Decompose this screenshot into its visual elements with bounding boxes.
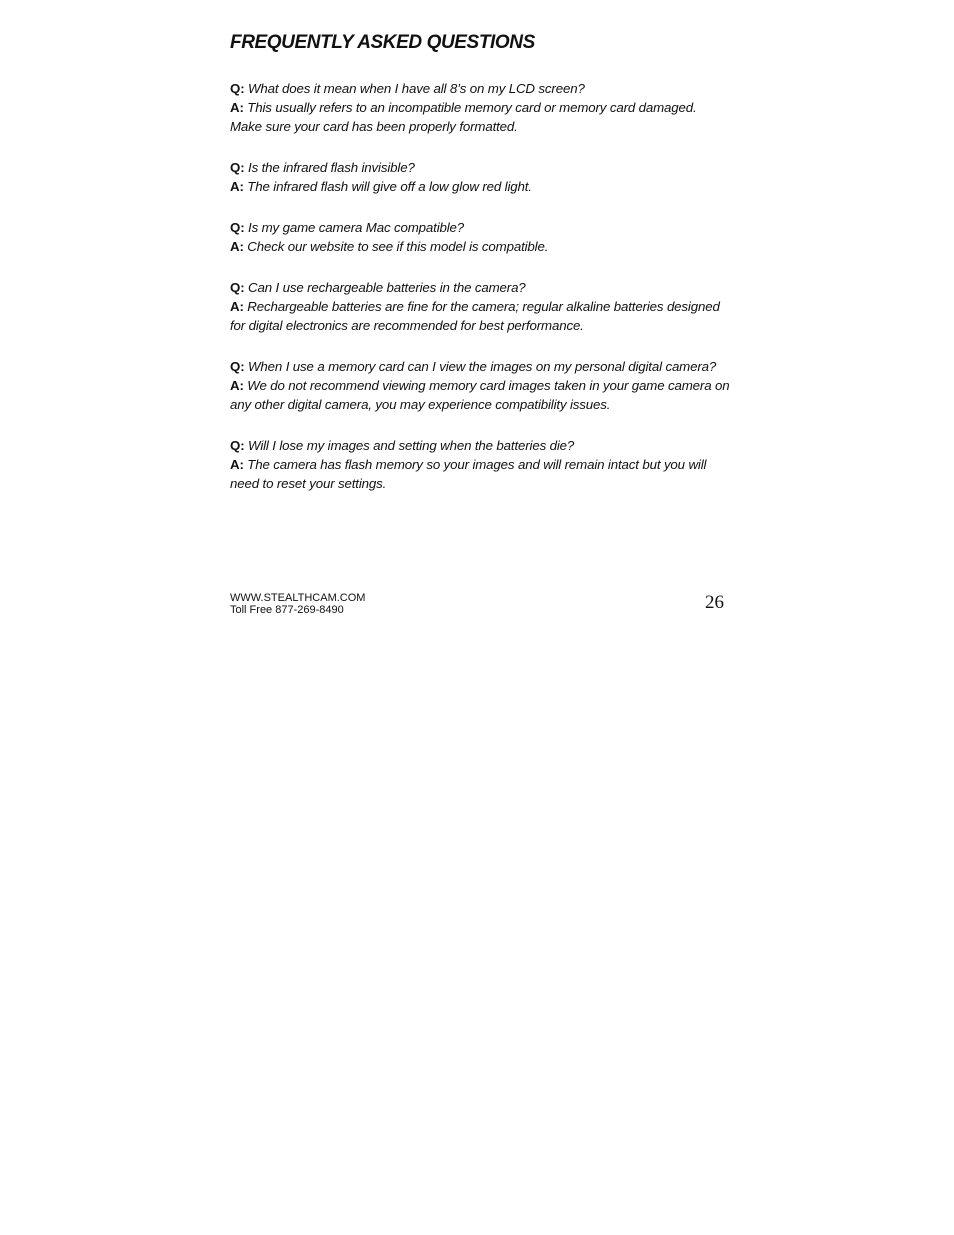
question-text: Will I lose my images and setting when the batteries die? xyxy=(248,438,575,453)
faq-answer xyxy=(230,297,730,335)
answer-prefix: A: xyxy=(230,457,244,472)
footer-website: WWW.STEALTHCAM.COM xyxy=(230,592,366,604)
faq-item xyxy=(230,218,730,256)
answer-text: This usually refers to an incompatible memory card or memory card damaged. Make sure your card has been properly formatted. xyxy=(230,100,697,134)
answer-prefix: A: xyxy=(230,100,244,115)
question-text: When I use a memory card can I view the images on my personal digital camera? xyxy=(248,359,717,374)
question-prefix: Q: xyxy=(230,160,245,175)
footer-contact xyxy=(230,592,365,616)
answer-prefix: A: xyxy=(230,179,244,194)
faq-answer xyxy=(230,237,730,256)
footer-phone: Toll Free 877-269-8490 xyxy=(230,604,344,616)
faq-answer xyxy=(230,177,730,196)
question-text: Is the infrared flash invisible? xyxy=(248,160,415,175)
answer-prefix: A: xyxy=(230,378,244,393)
page-content xyxy=(230,28,730,515)
page-footer xyxy=(230,592,724,622)
faq-question xyxy=(230,278,730,297)
question-text: Can I use rechargeable batteries in the camera? xyxy=(248,280,526,295)
faq-question xyxy=(230,357,730,376)
answer-prefix: A: xyxy=(230,239,244,254)
faq-item xyxy=(230,158,730,196)
question-prefix: Q: xyxy=(230,359,245,374)
faq-question xyxy=(230,436,730,455)
page-number: 26 xyxy=(705,592,724,613)
question-prefix: Q: xyxy=(230,220,245,235)
faq-item xyxy=(230,436,730,493)
faq-question xyxy=(230,158,730,177)
answer-text: Rechargeable batteries are fine for the camera; regular alkaline batteries designed for digital electronics are recommended for best performance. xyxy=(230,299,720,333)
answer-prefix: A: xyxy=(230,299,244,314)
answer-text: The camera has flash memory so your images and will remain intact but you will need to reset your settings. xyxy=(230,457,707,491)
faq-item xyxy=(230,278,730,335)
question-prefix: Q: xyxy=(230,438,245,453)
faq-answer xyxy=(230,98,730,136)
faq-question xyxy=(230,79,730,98)
faq-list xyxy=(230,79,730,493)
faq-question xyxy=(230,218,730,237)
answer-text: Check our website to see if this model is compatible. xyxy=(247,239,549,254)
answer-text: We do not recommend viewing memory card images taken in your game camera on any other digital camera, you may experience compatibility issues. xyxy=(230,378,730,412)
question-prefix: Q: xyxy=(230,81,245,96)
answer-text: The infrared flash will give off a low glow red light. xyxy=(247,179,532,194)
faq-answer xyxy=(230,455,730,493)
page-title: FREQUENTLY ASKED QUESTIONS xyxy=(230,32,535,53)
question-text: Is my game camera Mac compatible? xyxy=(248,220,465,235)
faq-item xyxy=(230,79,730,136)
question-prefix: Q: xyxy=(230,280,245,295)
faq-answer xyxy=(230,376,730,414)
faq-item xyxy=(230,357,730,414)
question-text: What does it mean when I have all 8’s on my LCD screen? xyxy=(248,81,585,96)
